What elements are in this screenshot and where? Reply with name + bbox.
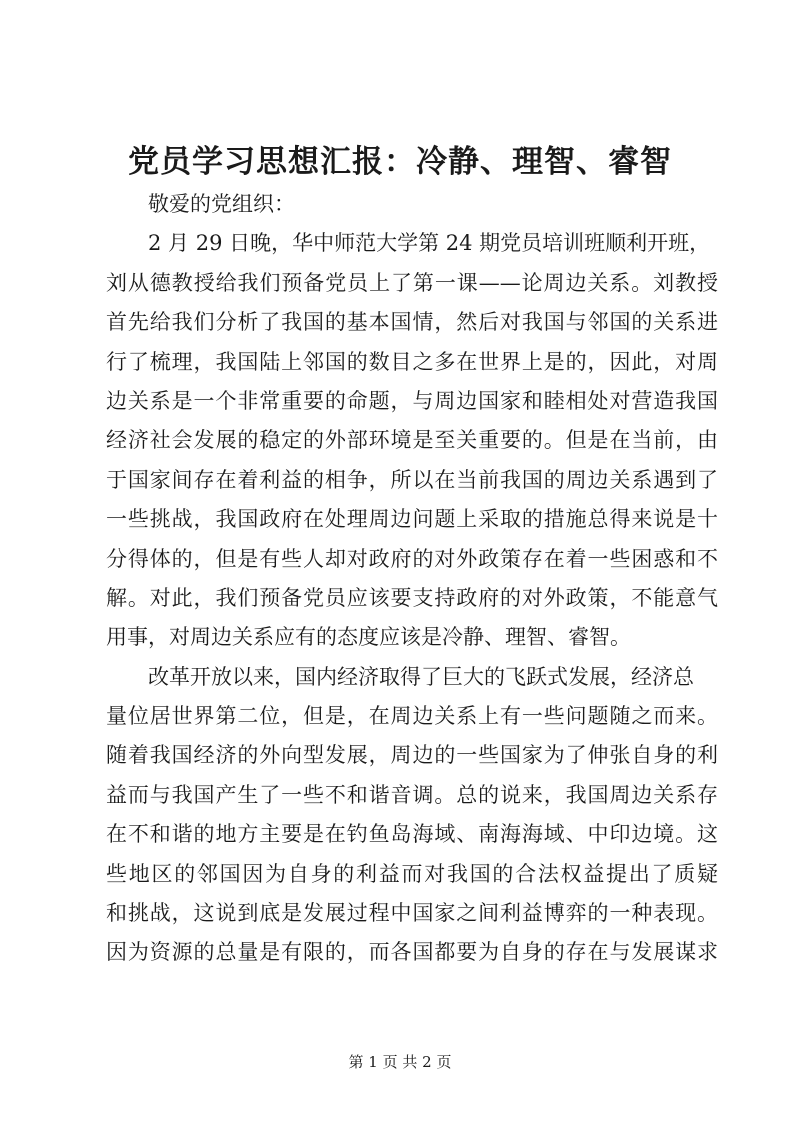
document-body [106,185,718,973]
body-line: 解。对此，我们预备党员应该要支持政府的对外政策，不能意气 [106,585,718,610]
body-line: 在不和谐的地方主要是在钓鱼岛海域、南海海域、中印边境。这 [106,822,718,847]
body-line: 些地区的邻国因为自身的利益而对我国的合法权益提出了质疑 [106,861,718,886]
body-line: 经济社会发展的稳定的外部环境是至关重要的。但是在当前，由 [106,428,718,453]
body-line: 量位居世界第二位，但是，在周边关系上有一些问题随之而来。 [106,704,718,729]
body-line: 和挑战，这说到底是发展过程中国家之间利益博弈的一种表现。 [106,901,718,926]
body-line: 用事，对周边关系应有的态度应该是冷静、理智、睿智。 [106,625,631,650]
body-line: 边关系是一个非常重要的命题，与周边国家和睦相处对营造我国 [106,388,718,413]
document-title: 党员学习思想汇报：冷静、理智、睿智 [128,144,672,180]
body-line: 随着我国经济的外向型发展，周边的一些国家为了伸张自身的利 [106,743,718,768]
body-line: 因为资源的总量是有限的，而各国都要为自身的存在与发展谋求 [106,940,718,965]
body-line: 一些挑战，我国政府在处理周边问题上采取的措施总得来说是十 [106,507,718,532]
body-line: 益而与我国产生了一些不和谐音调。总的说来，我国周边关系存 [106,782,718,807]
salutation-line: 敬爱的党组织： [148,192,295,216]
body-line: 改革开放以来，国内经济取得了巨大的飞跃式发展，经济总 [148,664,694,689]
body-line: 行了梳理，我国陆上邻国的数目之多在世界上是的，因此，对周 [106,349,718,374]
body-line: 2 月 29 日晚，华中师范大学第 24 期党员培训班顺利开班， [148,231,711,256]
body-line: 首先给我们分析了我国的基本国情，然后对我国与邻国的关系进 [106,310,718,335]
page-footer: 第 1 页 共 2 页 [348,1053,452,1071]
body-line: 分得体的，但是有些人却对政府的对外政策存在着一些困惑和不 [106,546,718,571]
body-line: 于国家间存在着利益的相争，所以在当前我国的周边关系遇到了 [106,467,718,492]
body-line: 刘从德教授给我们预备党员上了第一课——论周边关系。刘教授 [106,270,718,295]
